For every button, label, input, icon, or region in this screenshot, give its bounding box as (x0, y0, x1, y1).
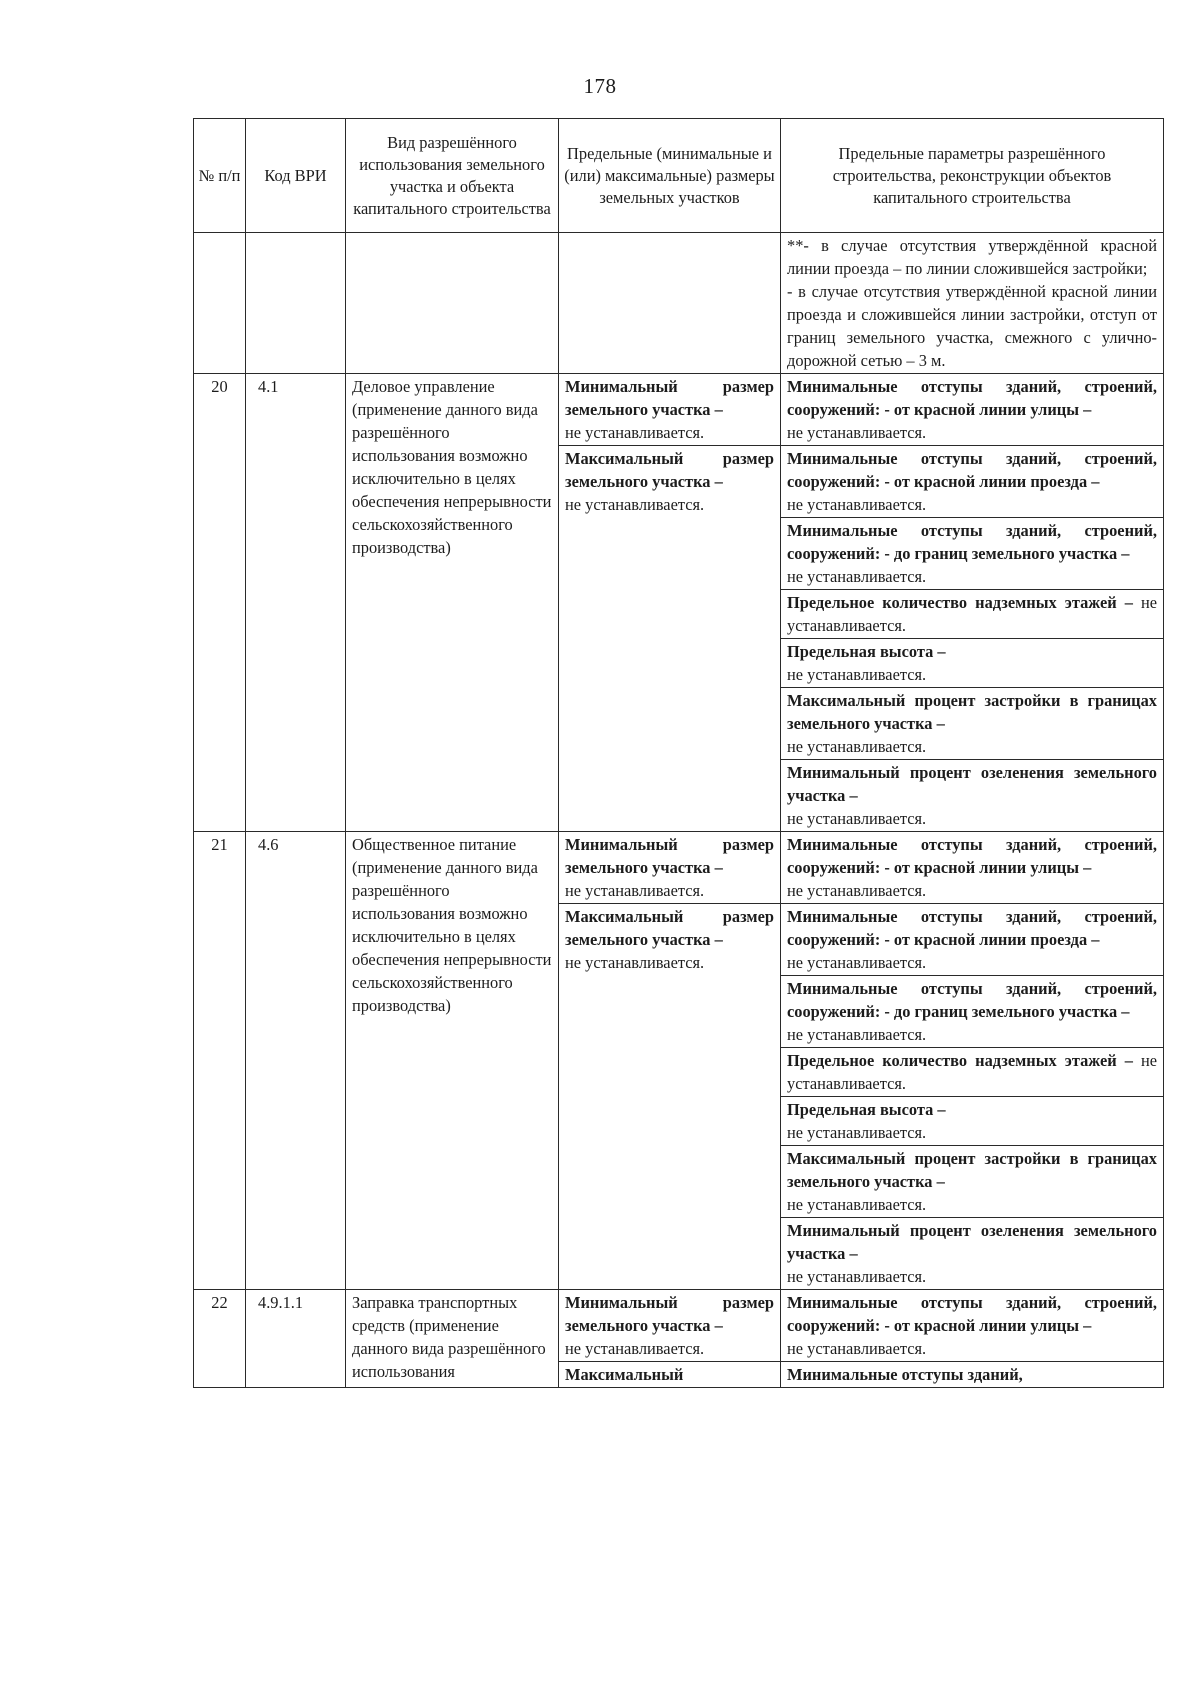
size-min-value: не устанавливается. (565, 881, 705, 900)
param-cell (781, 1146, 1164, 1218)
size-max-label: Максимальный размер земельного участка – (565, 449, 774, 491)
continuation-p2: - в случае отсутствия утверждённой красной линии проезда и сложившейся линии застройки, отступ от границ земельного участка, смежного с улично-дорожной сетью – 3 м. (787, 282, 1157, 370)
param-value: не устанавливается. (787, 953, 927, 972)
continuation-p1: **- в случае отсутствия утверждённой красной линии проезда – по линии сложившейся застройки; (787, 236, 1157, 278)
param-value: не устанавливается. (787, 423, 927, 442)
param-label: Минимальные отступы зданий, строений, сооружений: - до границ земельного участка – (787, 521, 1157, 563)
param-value: не устанавливается. (787, 495, 927, 514)
param-cell (781, 688, 1164, 760)
param-label: Минимальные отступы зданий, строений, сооружений: - от красной линии проезда – (787, 907, 1157, 949)
size-max-value: не устанавливается. (565, 953, 705, 972)
param-label: Предельное количество надземных этажей – (787, 593, 1133, 612)
size-max (559, 446, 781, 832)
param-cell (781, 1218, 1164, 1290)
param-cell (781, 904, 1164, 976)
page-number: 178 (583, 74, 617, 98)
size-max-value: не устанавливается. (565, 495, 705, 514)
size-max (559, 904, 781, 1290)
param-cell (781, 446, 1164, 518)
param-label: Минимальные отступы зданий, строений, сооружений: - от красной линии улицы – (787, 835, 1157, 877)
param-value: не устанавливается. (787, 593, 1157, 635)
row-number: 20 (194, 374, 246, 832)
table-row (194, 832, 1164, 904)
param-label: Минимальные отступы зданий, строений, сооружений: - от красной линии улицы – (787, 1293, 1157, 1335)
size-min (559, 374, 781, 446)
param-cell (781, 1097, 1164, 1146)
param-label: Минимальные отступы зданий, строений, сооружений: - от красной линии проезда – (787, 449, 1157, 491)
param-label: Минимальный процент озеленения земельного участка – (787, 763, 1157, 805)
size-max-label: Максимальный размер земельного участка – (565, 907, 774, 949)
param-cell (781, 639, 1164, 688)
param-cell (781, 760, 1164, 832)
param-cell (781, 374, 1164, 446)
param-label: Максимальный процент застройки в границах земельного участка – (787, 1149, 1157, 1191)
param-label: Предельная высота – (787, 1100, 946, 1119)
row-kind: Общественное питание (применение данного вида разрешённого использования возможно исключительно в целях обеспечения непрерывности сельскохозяйственного производства) (346, 832, 559, 1290)
param-cell (781, 590, 1164, 639)
header-kind: Вид разрешённого использования земельного участка и объекта капитального строительства (346, 119, 559, 233)
param-label: Минимальный процент озеленения земельного участка – (787, 1221, 1157, 1263)
param-value: не устанавливается. (787, 665, 927, 684)
param-cell (781, 832, 1164, 904)
size-min-label: Минимальный размер земельного участка – (565, 1293, 774, 1335)
size-max-label: Максимальный (565, 1365, 684, 1384)
param-label: Минимальные отступы зданий, (787, 1365, 1023, 1384)
param-label: Предельное количество надземных этажей – (787, 1051, 1133, 1070)
param-label: Минимальные отступы зданий, строений, сооружений: - до границ земельного участка – (787, 979, 1157, 1021)
row-number: 22 (194, 1290, 246, 1388)
row-kind: Заправка транспортных средств (применение данного вида разрешённого использования (346, 1290, 559, 1388)
size-min-label: Минимальный размер земельного участка – (565, 377, 774, 419)
row-number: 21 (194, 832, 246, 1290)
param-value: не устанавливается. (787, 809, 927, 828)
param-value: не устанавливается. (787, 1025, 927, 1044)
continuation-row (194, 233, 1164, 374)
param-label: Предельная высота – (787, 642, 946, 661)
param-cell (781, 1290, 1164, 1362)
row-kind: Деловое управление (применение данного вида разрешённого использования возможно исключительно в целях обеспечения непрерывности сельскохозяйственного производства) (346, 374, 559, 832)
table-row (194, 374, 1164, 446)
row-code: 4.1 (246, 374, 346, 832)
size-min (559, 832, 781, 904)
header-num: № п/п (194, 119, 246, 233)
size-min-value: не устанавливается. (565, 423, 705, 442)
param-cell (781, 1362, 1164, 1388)
size-min-label: Минимальный размер земельного участка – (565, 835, 774, 877)
row-code: 4.6 (246, 832, 346, 1290)
param-value: не устанавливается. (787, 567, 927, 586)
row-code: 4.9.1.1 (246, 1290, 346, 1388)
param-label: Максимальный процент застройки в границах земельного участка – (787, 691, 1157, 733)
param-cell (781, 518, 1164, 590)
param-value: не устанавливается. (787, 1123, 927, 1142)
header-params: Предельные параметры разрешённого строительства, реконструкции объектов капитального строительства (781, 119, 1164, 233)
size-max (559, 1362, 781, 1388)
header-sizes: Предельные (минимальные и (или) максимальные) размеры земельных участков (559, 119, 781, 233)
param-value: не устанавливается. (787, 1051, 1157, 1093)
param-value: не устанавливается. (787, 881, 927, 900)
param-label: Минимальные отступы зданий, строений, сооружений: - от красной линии улицы – (787, 377, 1157, 419)
continuation-text (781, 233, 1164, 374)
param-cell (781, 976, 1164, 1048)
header-code: Код ВРИ (246, 119, 346, 233)
param-value: не устанавливается. (787, 1195, 927, 1214)
param-cell (781, 1048, 1164, 1097)
param-value: не устанавливается. (787, 1267, 927, 1286)
param-value: не устанавливается. (787, 1339, 927, 1358)
param-value: не устанавливается. (787, 737, 927, 756)
size-min (559, 1290, 781, 1362)
regulation-table (193, 118, 1164, 1388)
table-header-row (194, 119, 1164, 233)
table-row (194, 1290, 1164, 1362)
size-min-value: не устанавливается. (565, 1339, 705, 1358)
